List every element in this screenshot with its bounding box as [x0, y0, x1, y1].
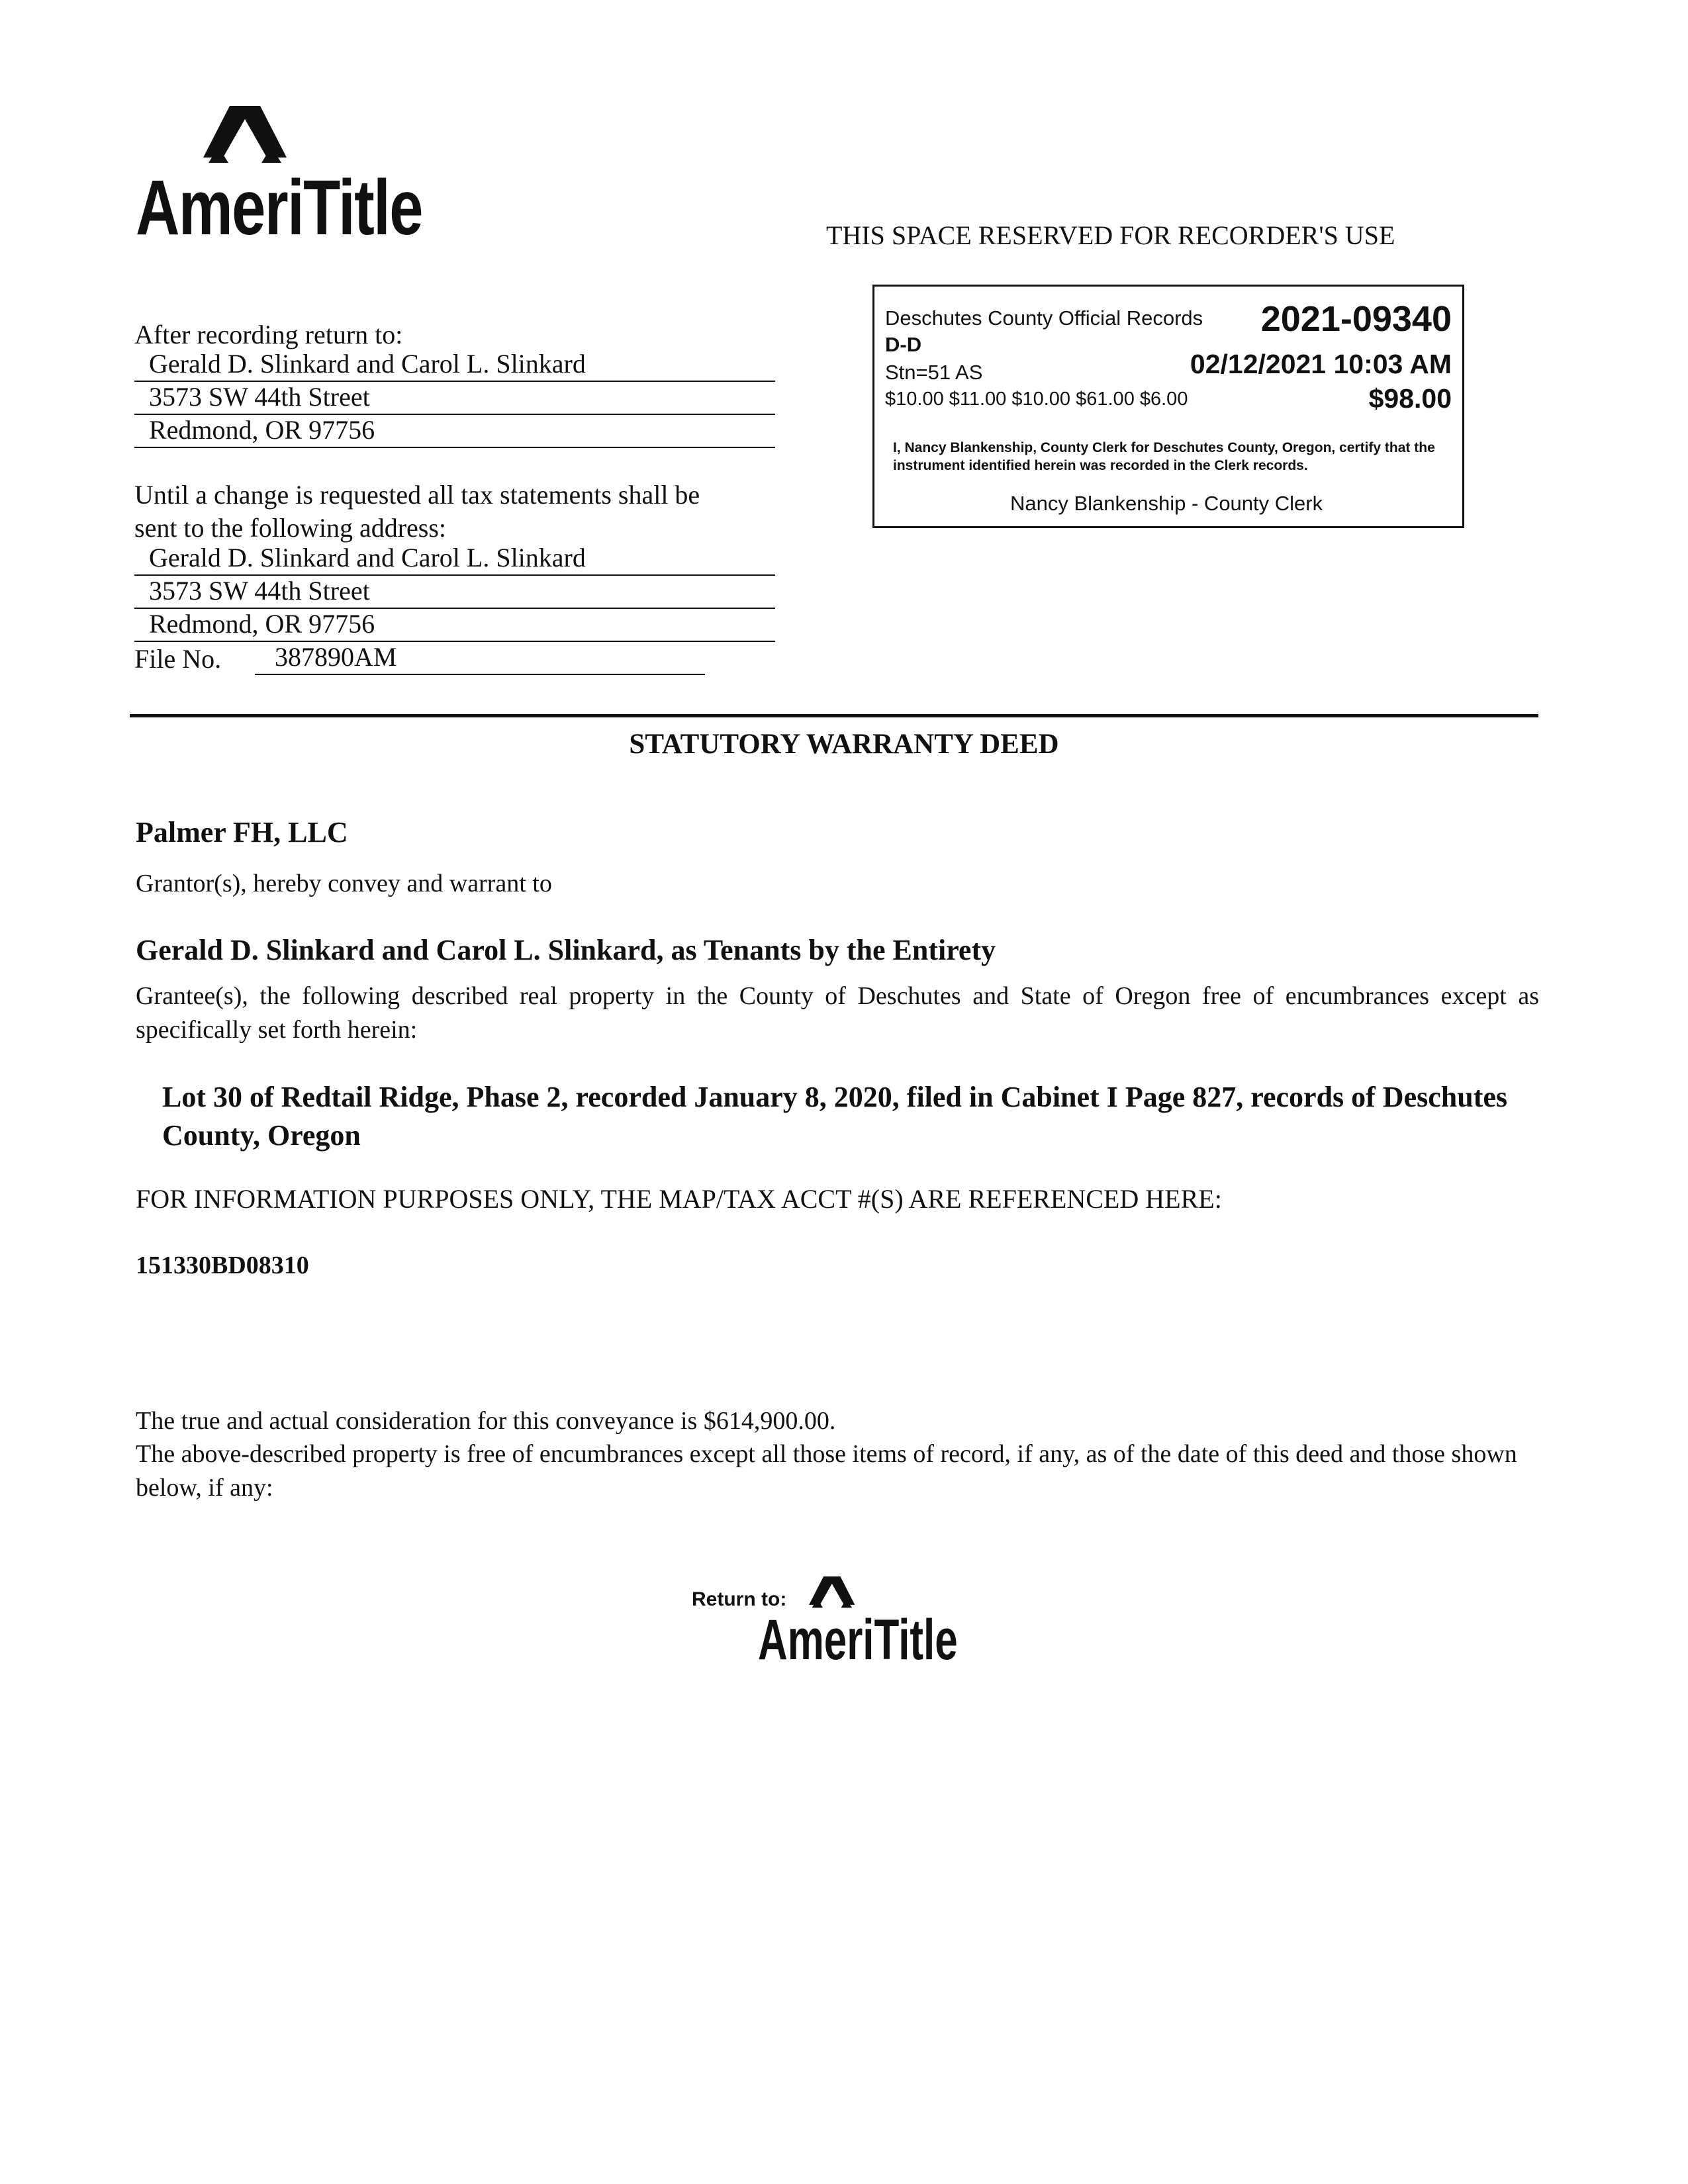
- return-to-street: 3573 SW 44th Street: [134, 382, 775, 415]
- grantee-name: Gerald D. Slinkard and Carol L. Slinkard, as Tenants by the Entirety: [136, 934, 996, 966]
- section-divider: [130, 714, 1538, 717]
- return-to-city: Redmond, OR 97756: [134, 415, 775, 448]
- return-to-name: Gerald D. Slinkard and Carol L. Slinkard: [134, 349, 775, 382]
- ameriitle-logo: [136, 106, 467, 258]
- consideration-text: The true and actual consideration for this conveyance is $614,900.00.: [136, 1407, 836, 1435]
- document-type: D-D: [885, 333, 922, 356]
- tax-statement-label-1: Until a change is requested all tax statements shall be: [134, 480, 700, 510]
- fee-total: $98.00: [1368, 383, 1452, 414]
- info-reference: FOR INFORMATION PURPOSES ONLY, THE MAP/TAX ACCT #(S) ARE REFERENCED HERE:: [136, 1184, 1222, 1214]
- county-records-label: Deschutes County Official Records: [885, 306, 1203, 330]
- return-stamp: [692, 1572, 970, 1671]
- grantee-text: Grantee(s), the following described real property in the County of Deschutes and State of Oregon free of encumbrances except as specifically set forth herein:: [136, 982, 1539, 1044]
- record-number: 2021-09340: [1260, 299, 1452, 339]
- tax-statement-street: 3573 SW 44th Street: [134, 576, 775, 609]
- grantor-name: Palmer FH, LLC: [136, 816, 348, 848]
- fee-breakdown: $10.00 $11.00 $10.00 $61.00 $6.00: [885, 388, 1188, 410]
- legal-description-line-2: County, Oregon: [162, 1119, 361, 1152]
- tax-statement-label-2: sent to the following address:: [134, 513, 447, 543]
- tax-account-number: 151330BD08310: [136, 1251, 309, 1279]
- file-no-label: File No.: [134, 644, 222, 674]
- stamp-wordmark: AmeriTitle: [758, 1608, 958, 1672]
- clerk-name: Nancy Blankenship - County Clerk: [1010, 492, 1323, 515]
- station-code: Stn=51 AS: [885, 361, 983, 384]
- grantor-text: Grantor(s), hereby convey and warrant to: [136, 870, 552, 897]
- encumbrances-text: The above-described property is free of encumbrances except all those items of record, if any, as of the date of this deed and those shown below, if any:: [136, 1440, 1517, 1502]
- stamp-return-label: Return to:: [692, 1588, 787, 1610]
- tax-statement-name: Gerald D. Slinkard and Carol L. Slinkard: [134, 543, 775, 576]
- logo-wordmark: AmeriTitle: [136, 164, 422, 251]
- clerk-certification: I, Nancy Blankenship, County Clerk for Deschutes County, Oregon, certify that the instrument identified herein was recorded in the Clerk records.: [893, 440, 1435, 474]
- recording-stamp-box: [872, 285, 1464, 528]
- file-no-value: 387890AM: [255, 642, 705, 675]
- recording-date-time: 02/12/2021 10:03 AM: [1190, 349, 1452, 379]
- recorder-space-label: THIS SPACE RESERVED FOR RECORDER'S USE: [826, 220, 1395, 250]
- legal-description-line-1: Lot 30 of Redtail Ridge, Phase 2, recorded January 8, 2020, filed in Cabinet I Page 827, records of Deschutes: [162, 1081, 1508, 1113]
- document-title: STATUTORY WARRANTY DEED: [629, 729, 1059, 760]
- return-to-label: After recording return to:: [134, 320, 403, 349]
- tax-statement-city: Redmond, OR 97756: [134, 609, 775, 642]
